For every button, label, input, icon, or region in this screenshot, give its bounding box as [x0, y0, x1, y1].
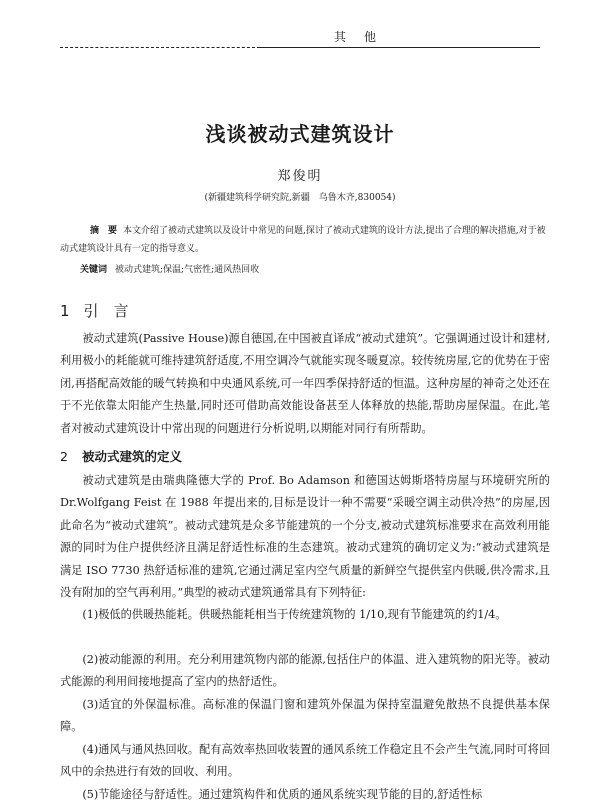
feature-list-item: (5)节能途径与舒适性。通过建筑构件和优质的通风系统实现节能的目的,舒适性标: [82, 788, 483, 801]
section-heading: [60, 447, 182, 465]
section-paragraph: 被动式建筑(Passive House)源自德国,在中国被直译成“被动式建筑”。它强调通过设计和建材,利用极小的耗能就可维持建筑舒适度,不用空调冷气就能实现冬暖夏凉。较传统房屋,它的优势在于密闭,再搭配高效能的暖气转换和中央通风系统,可一年四季保持舒适的恒温。这种房屋的神奇之处还在于不光依靠太阳能产生热量,同时还可借助高效能设备甚至人体释放的热能,帮助房屋保温。在此,笔者对被动式建筑设计中常出现的问题进行分析说明,以期能对同行有所帮助。: [60, 332, 550, 435]
abstract-text: 本文介绍了被动式建筑以及设计中常见的问题,探讨了被动式建筑的设计方法,提出了合理的解决措施,对于被动式建筑设计具有一定的指导意义。: [60, 226, 546, 254]
keywords-label: 关键词: [80, 265, 108, 275]
section-heading: [60, 300, 129, 321]
feature-list-item: (2)被动能源的利用。充分利用建筑物内部的能源,包括住户的体温、进入建筑物的阳光等。被动式能源的利用间接地提高了室内的热舒适性。: [60, 653, 550, 689]
feature-list-item: (4)通风与通风热回收。配有高效率热回收装置的通风系统工作稳定且不会产生气流,同时可将回风中的余热进行有效的回收、利用。: [60, 743, 550, 779]
keywords-text: 被动式建筑;保温;气密性;通风热回收: [115, 265, 260, 275]
feature-list-item: (1)极低的供暖热能耗。供暖热能耗相当于传统建筑物的 1/10,现有节能建筑的约1/4。: [82, 608, 507, 621]
section-number: 2: [60, 449, 68, 464]
section-number: 1: [60, 302, 70, 320]
author-affiliation: (新疆建筑科学研究院,新疆 乌鲁木齐,830054): [204, 193, 396, 203]
section-title: 引 言: [83, 302, 129, 320]
header-dashed-rule: [60, 47, 260, 48]
feature-list-item: (3)适宜的外保温标准。高标准的保温门窗和建筑外保温为保持室温避免散热不良提供基本保障。: [60, 698, 550, 734]
article-title: 浅谈被动式建筑设计: [205, 122, 395, 146]
author-name: 郑俊明: [277, 169, 323, 184]
section-paragraph: 被动式建筑是由瑞典隆德大学的 Prof. Bo Adamson 和德国达姆斯塔特房屋与环境研究所的 Dr.Wolfgang Feist 在 1988 年提出来的,目标是设计一种不需要“采暖空调主动供冷热”的房屋,因此命名为“被动式建筑”。被动式建筑是众多节能建筑的一个分支,被动式建筑标准要求在高效利用能源的同时为住户提供经济且满足舒适性标准的生态建筑。被动式建筑的确切定义为:“被动式建筑是满足 ISO 7730 热舒适标准的建筑,它通过满足室内空气质量的新鲜空气提供室内供暖,供冷需求,且没有附加的空气再利用。”典型的被动式建筑通常具有下列特征:: [60, 474, 550, 600]
abstract: [60, 222, 554, 258]
header-solid-rule: [260, 47, 540, 48]
running-header: [60, 30, 540, 50]
header-section-label: 其他: [330, 28, 398, 45]
section-title: 被动式建筑的定义: [81, 449, 182, 464]
abstract-label: 摘 要: [90, 226, 118, 236]
keywords: [60, 262, 554, 275]
